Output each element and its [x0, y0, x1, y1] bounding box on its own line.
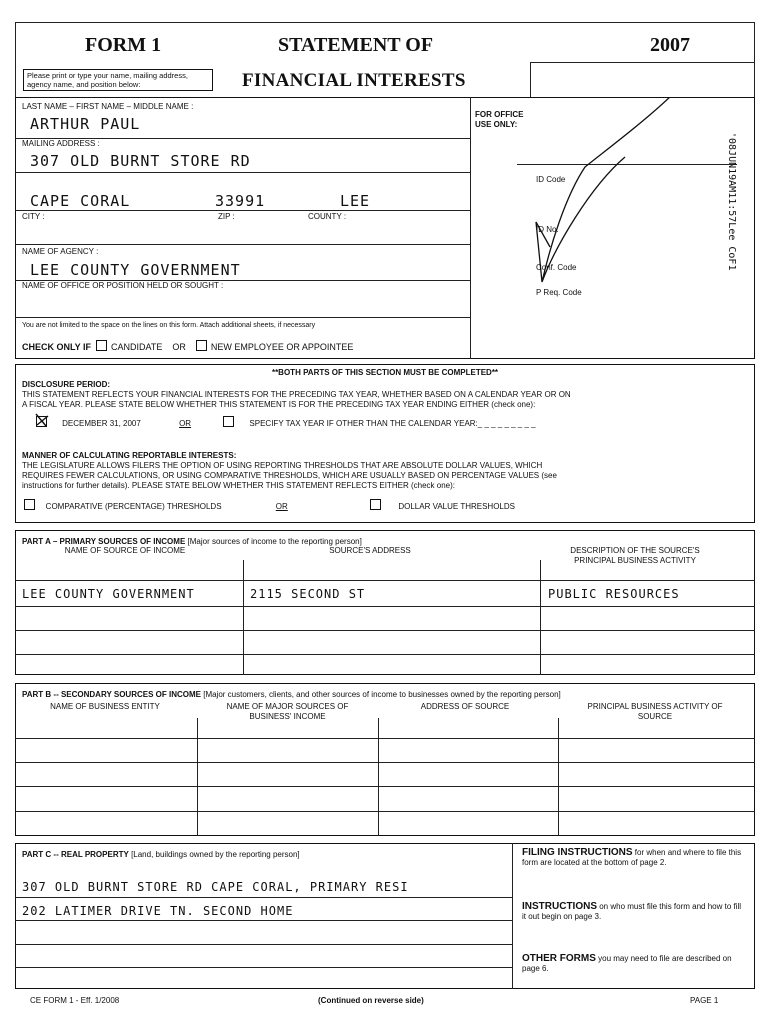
name-value[interactable]: ARTHUR PAUL	[30, 115, 141, 133]
part-c-heading-row	[22, 850, 300, 860]
other-text: you may need to file are described on page 6.	[522, 954, 732, 973]
comparative-checkbox[interactable]	[24, 499, 35, 510]
period-heading: DISCLOSURE PERIOD:	[22, 380, 111, 389]
office-use-line2: USE ONLY:	[475, 120, 518, 129]
zip-value[interactable]: 33991	[215, 192, 266, 210]
check-only-row	[22, 340, 353, 353]
received-stamp: '08JUN19AM11:57Lee CoF1	[726, 132, 737, 271]
form-title-line1: STATEMENT OF	[278, 34, 434, 56]
mailing-value[interactable]: 307 OLD BURNT STORE RD	[30, 152, 251, 170]
new-employee-label: NEW EMPLOYEE OR APPOINTEE	[210, 342, 354, 352]
part-c-subheading: [Land, buildings owned by the reporting person]	[131, 850, 300, 859]
manner-options	[24, 499, 515, 512]
instructions-block	[522, 902, 747, 922]
office-label: NAME OF OFFICE OR POSITION HELD OR SOUGHT :	[22, 281, 224, 290]
signature-scribble	[470, 97, 754, 359]
manner-or-label: OR	[275, 502, 288, 511]
specify-checkbox[interactable]	[223, 416, 234, 427]
city-label: CITY :	[22, 212, 45, 221]
mailing-label: MAILING ADDRESS :	[22, 139, 100, 148]
part-a-col3: DESCRIPTION OF THE SOURCE'S PRINCIPAL BUSINESS ACTIVITY	[570, 546, 700, 565]
conf-code-label: Conf. Code	[536, 263, 577, 272]
part-b-heading: PART B -- SECONDARY SOURCES OF INCOME	[22, 690, 201, 699]
new-employee-checkbox[interactable]	[196, 340, 207, 351]
space-note: You are not limited to the space on the lines on this form. Attach additional sheets, if necessary	[22, 322, 316, 329]
agency-label: NAME OF AGENCY :	[22, 247, 99, 256]
candidate-checkbox[interactable]	[96, 340, 107, 351]
id-code-label: ID Code	[536, 175, 566, 184]
filing-instructions	[522, 848, 747, 868]
manner-text-1: THE LEGISLATURE ALLOWS FILERS THE OPTION OF USING REPORTING THRESHOLDS THAT ARE ABSOLUTE DOLLAR VALUES, WHICH	[22, 461, 543, 470]
part-b-col4: PRINCIPAL BUSINESS ACTIVITY OF SOURCE	[587, 702, 723, 721]
manner-text-2: REQUIRES FEWER CALCULATIONS, OR USING COMPARATIVE THRESHOLDS, WHICH ARE USUALLY BASED ON PERCENTAGE VALUES (see	[22, 471, 557, 480]
part-b-col1: NAME OF BUSINESS ENTITY	[50, 702, 160, 711]
form-title-line2: FINANCIAL INTERESTS	[242, 70, 466, 91]
part-b-col3: ADDRESS OF SOURCE	[420, 702, 510, 711]
period-or-label: OR	[179, 419, 192, 428]
part-a-col1: NAME OF SOURCE OF INCOME	[64, 546, 186, 555]
other-title: OTHER FORMS	[522, 953, 596, 964]
or-label: OR	[172, 342, 186, 352]
instructions-note: Please print or type your name, mailing address, agency name, and position below:	[23, 69, 213, 91]
filing-title: FILING INSTRUCTIONS	[522, 847, 633, 858]
part-b-col2: NAME OF MAJOR SOURCES OF BUSINESS' INCOME	[226, 702, 349, 721]
manner-heading: MANNER OF CALCULATING REPORTABLE INTERESTS:	[22, 451, 237, 460]
form-year: 2007	[650, 34, 690, 56]
dollar-label: DOLLAR VALUE THRESHOLDS	[398, 502, 515, 511]
manner-text-3: instructions for further details). PLEASE STATE BELOW WHETHER THIS STATEMENT REFLECTS EITHER (check one):	[22, 481, 455, 490]
part-a-row1-name[interactable]: LEE COUNTY GOVERNMENT	[22, 587, 195, 601]
other-forms-block	[522, 954, 747, 974]
part-c-row2[interactable]: 202 LATIMER DRIVE TN. SECOND HOME	[22, 904, 294, 918]
period-text-2: A FISCAL YEAR. PLEASE STATE BELOW WHETHER THIS STATEMENT IS FOR THE PRECEDING TAX YEAR ENDING EITHER (check one):	[22, 400, 536, 409]
office-use-line1: FOR OFFICE	[475, 110, 524, 119]
id-no-label: ID No.	[536, 225, 559, 234]
form-number: FORM 1	[85, 34, 162, 56]
dollar-checkbox[interactable]	[370, 499, 381, 510]
dec31-label: DECEMBER 31, 2007	[62, 419, 141, 428]
filing-text: for when and where to file this form are located at the bottom of page 2.	[522, 848, 742, 867]
check-only-label: CHECK ONLY IF	[22, 342, 92, 352]
footer-right: PAGE 1	[690, 996, 719, 1005]
part-a-subheading: [Major sources of income to the reporting person]	[187, 537, 362, 546]
instr-title: INSTRUCTIONS	[522, 901, 597, 912]
period-text-1: THIS STATEMENT REFLECTS YOUR FINANCIAL INTERESTS FOR THE PRECEDING TAX YEAR, WHETHER BASED ON A CALENDAR YEAR OR ON	[22, 390, 571, 399]
county-label: COUNTY :	[308, 212, 347, 221]
specify-label: SPECIFY TAX YEAR IF OTHER THAN THE CALENDAR YEAR:_ _ _ _ _ _ _ _ _	[249, 419, 536, 428]
agency-value[interactable]: LEE COUNTY GOVERNMENT	[30, 261, 241, 279]
zip-label: ZIP :	[218, 212, 235, 221]
part-a-col2: SOURCE'S ADDRESS	[329, 546, 411, 555]
dec31-checkbox[interactable]	[36, 416, 47, 427]
county-value[interactable]: LEE	[340, 192, 371, 210]
part-a-heading: PART A – PRIMARY SOURCES OF INCOME	[22, 537, 186, 546]
part-a-row1-activity[interactable]: PUBLIC RESOURCES	[548, 587, 680, 601]
period-options	[36, 416, 536, 429]
city-value[interactable]: CAPE CORAL	[30, 192, 131, 210]
part-c-heading: PART C -- REAL PROPERTY	[22, 850, 129, 859]
candidate-label: CANDIDATE	[111, 342, 163, 352]
p-req-code-label: P Req. Code	[536, 288, 582, 297]
name-label: LAST NAME – FIRST NAME – MIDDLE NAME :	[22, 102, 194, 111]
instr-text: on who must file this form and how to fill it out begin on page 3.	[522, 902, 742, 921]
comparative-label: COMPARATIVE (PERCENTAGE) THRESHOLDS	[45, 502, 222, 511]
both-parts-note: **BOTH PARTS OF THIS SECTION MUST BE COMPLETED**	[271, 368, 499, 377]
footer-center: (Continued on reverse side)	[318, 996, 424, 1005]
part-b-heading-row	[22, 690, 561, 700]
footer-left: CE FORM 1 - Eff. 1/2008	[30, 996, 120, 1005]
part-c-row1[interactable]: 307 OLD BURNT STORE RD CAPE CORAL, PRIMARY RESI	[22, 880, 409, 894]
part-a-row1-address[interactable]: 2115 SECOND ST	[250, 587, 366, 601]
part-b-subheading: [Major customers, clients, and other sources of income to businesses owned by the reporting person]	[203, 690, 561, 699]
